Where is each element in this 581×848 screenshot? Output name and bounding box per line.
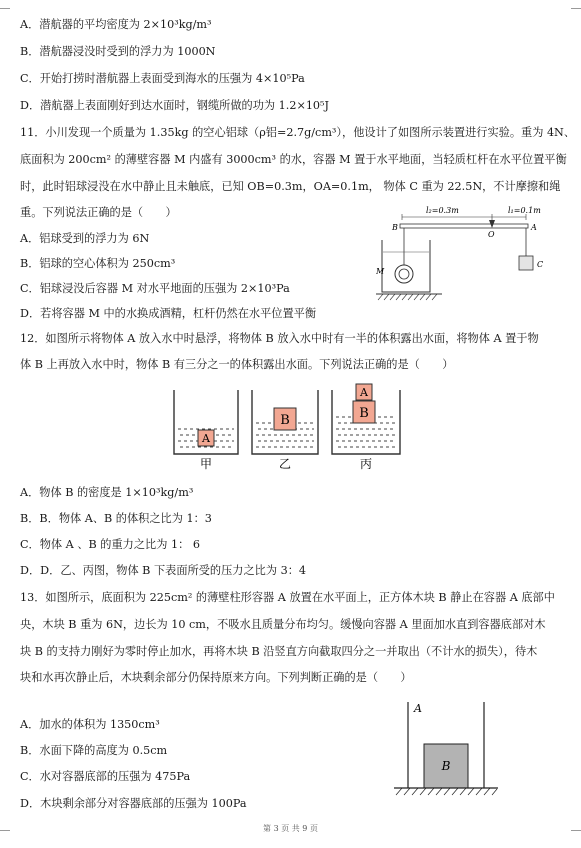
q10-option-c: C．开始打捞时潜航器上表面受到海水的压强为 4×10⁵Pa	[20, 72, 305, 85]
q13-stem-4: 块和水再次静止后，木块剩余部分仍保持原来方向。下列判断正确的是（ ）	[20, 671, 412, 684]
weight-c-label: C	[537, 260, 544, 269]
q11-stem-1: 11．小川发现一个质量为 1.35kg 的空心铝球（ρ铝=2.7g/cm³），他设计了如图所示装置进行实验。重为 4N、	[20, 126, 576, 139]
block-a-stacked-label: A	[360, 386, 368, 399]
block-b-label: B	[280, 413, 290, 428]
container-m-label: M	[376, 267, 385, 276]
l1-label: l₁=0.1m	[508, 206, 541, 215]
q12-option-d: D．D．乙、丙图，物体 B 下表面所受的压力之比为 3：4	[20, 564, 307, 577]
beaker-3-caption: 丙	[359, 457, 373, 471]
q13-stem-2: 央，木块 B 重为 6N，边长为 10 cm，不吸水且质量分布均匀。缓慢向容器 A 里面加水直到容器底部对木	[20, 618, 546, 631]
q11-option-b: B．铝球的空心体积为 250cm³	[20, 257, 176, 270]
lever-bar	[400, 224, 528, 228]
container-figure	[380, 698, 500, 802]
q12-option-c: C．物体 A 、B 的重力之比为 1： 6	[20, 538, 200, 551]
point-o-label: O	[488, 230, 495, 239]
crop-mark-top-left	[0, 8, 10, 19]
q13-option-a: A．加水的体积为 1350cm³	[20, 718, 160, 731]
q11-option-c: C．铝球浸没后容器 M 对水平地面的压强为 2×10³Pa	[20, 282, 290, 295]
crop-mark-top-right	[571, 8, 581, 19]
ball-cavity	[399, 269, 409, 279]
ground-hatching	[378, 294, 437, 300]
page-footer: 第 3 页 共 9 页	[263, 824, 318, 833]
block-a-label: A	[202, 432, 210, 445]
q12-stem-2: 体 B 上再放入水中时，物体 B 有三分之一的体积露出水面。下列说法正确的是（ ）	[20, 358, 454, 371]
q11-stem-4: 重。下列说法正确的是（ ）	[20, 206, 177, 219]
point-b-label: B	[392, 223, 398, 232]
q11-stem-3: 时，此时铝球浸没在水中静止且未触底，已知 OB=0.3m，OA=0.1m， 物体 C 重为 22.5N，不计摩擦和绳	[20, 180, 561, 193]
beaker-2-caption: 乙	[278, 457, 292, 471]
q13-stem-3: 块 B 的支持力刚好为零时停止加水，再将木块 B 沿竖直方向截取四分之一并取出（不计水的损失），待木	[20, 645, 538, 658]
q11-option-d: D．若将容器 M 中的水换成酒精，杠杆仍然在水平位置平衡	[20, 307, 317, 320]
q12-stem-1: 12．如图所示将物体 A 放入水中时悬浮，将物体 B 放入水中时有一半的体积露出水面，将物体 A 置于物	[20, 332, 539, 345]
q13-option-b: B．水面下降的高度为 0.5cm	[20, 744, 168, 757]
weight-c	[519, 256, 533, 270]
lever-figure	[376, 200, 566, 302]
q12-option-a: A．物体 B 的密度是 1×10³kg/m³	[20, 486, 194, 499]
container-a-label: A	[414, 702, 422, 715]
q13-stem-1: 13．如图所示，底面积为 225cm² 的薄壁柱形容器 A 放置在水平面上，正方体木块 B 静止在容器 A 底部中	[20, 591, 555, 604]
q10-option-d: D．潜航器上表面刚好到达水面时，钢缆所做的功为 1.2×10⁵J	[20, 99, 330, 112]
point-a-label: A	[531, 223, 537, 232]
block-b-label: B	[441, 759, 451, 773]
q10-option-a: A．潜航器的平均密度为 2×10³kg/m³	[20, 18, 212, 31]
q13-option-c: C．水对容器底部的压强为 475Pa	[20, 770, 191, 783]
q13-option-d: D．木块剩余部分对容器底部的压强为 100Pa	[20, 797, 247, 810]
block-b-stacked-label: B	[359, 406, 369, 421]
ground-hatching	[396, 788, 497, 795]
q11-stem-2: 底面积为 200cm² 的薄壁容器 M 内盛有 3000cm³ 的水，容器 M 置于水平地面，当轻质杠杆在水平位置平衡	[20, 153, 567, 166]
beakers-figure	[168, 382, 418, 474]
q10-option-b: B．潜航器浸没时受到的浮力为 1000N	[20, 45, 216, 58]
q12-option-b: B．B．物体 A、B 的体积之比为 1：3	[20, 512, 212, 525]
q11-option-a: A．铝球受到的浮力为 6N	[20, 232, 150, 245]
beaker-1-caption: 甲	[199, 457, 213, 471]
l2-label: l₂=0.3m	[426, 206, 459, 215]
